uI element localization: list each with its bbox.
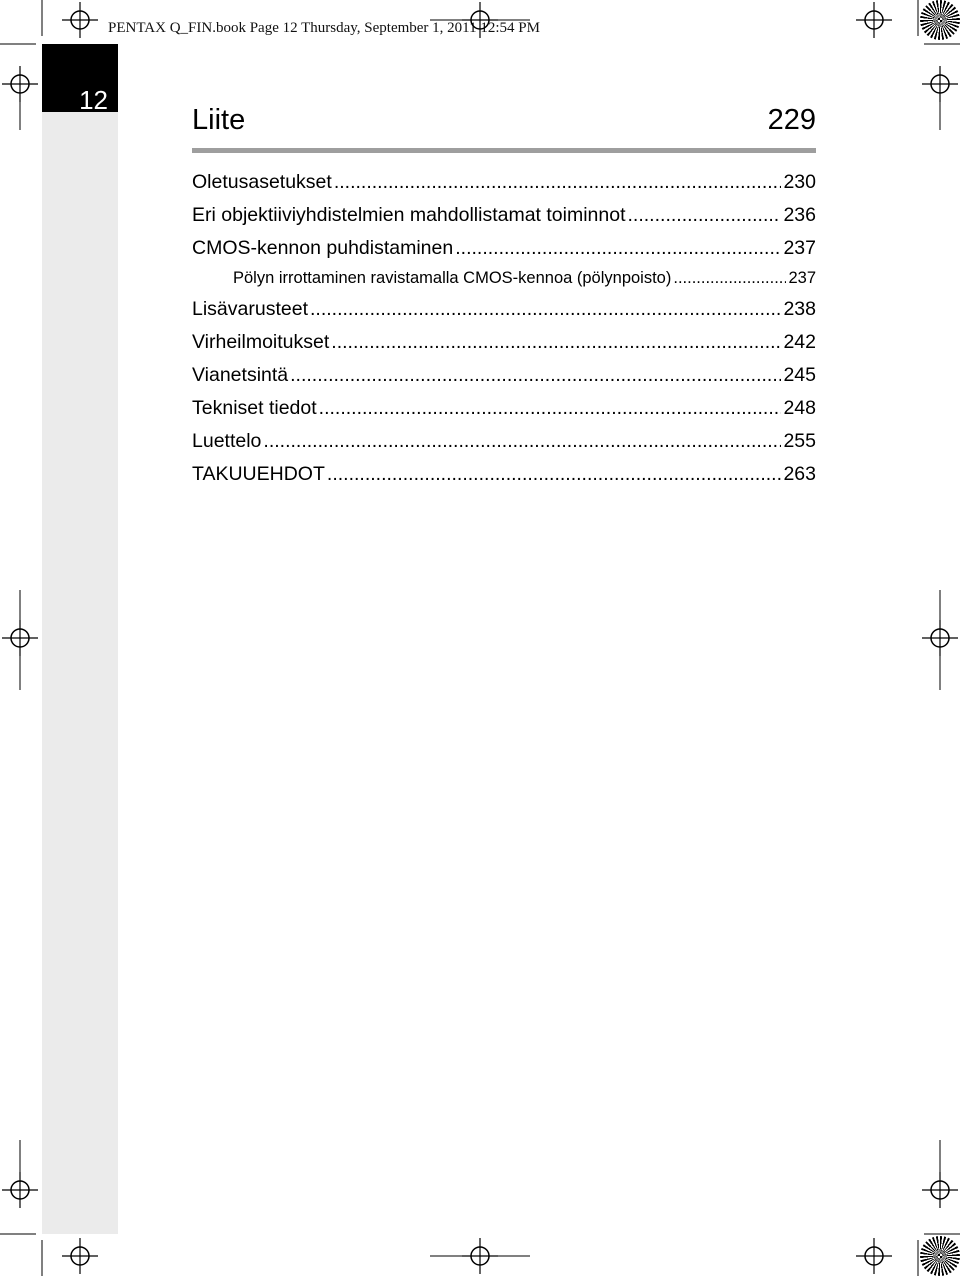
toc-entry-page: 242 [783, 331, 816, 353]
toc-entry-label: Lisävarusteet [192, 298, 308, 320]
print-header: PENTAX Q_FIN.book Page 12 Thursday, September 1, 2011 12:54 PM [108, 20, 540, 36]
toc-entry-label: Vianetsintä [192, 364, 289, 386]
toc-entry-page: 237 [783, 237, 816, 259]
chapter-number: 12 [79, 85, 108, 115]
toc-entry-page: 255 [783, 430, 816, 452]
toc-entry-label: Eri objektiiviyhdistelmien mahdollistamat toiminnot [192, 204, 626, 226]
toc-entry-label: Pölyn irrottaminen ravistamalla CMOS-kennoa (pölynpoisto) [233, 269, 672, 287]
toc-entry-page: 238 [783, 298, 816, 320]
toc-entry-page: 237 [788, 269, 816, 287]
toc-entry-label: Oletusasetukset [192, 171, 332, 193]
calibration-circle-icon [920, 1236, 960, 1276]
toc-entry-page: 263 [783, 463, 816, 485]
toc-entry-page: 248 [783, 397, 816, 419]
toc-entry-label: CMOS-kennon puhdistaminen [192, 237, 454, 259]
toc-entry-label: Tekniset tiedot [192, 397, 317, 419]
toc-entry-label: TAKUUEHDOT [192, 463, 325, 485]
toc-entry-page: 245 [783, 364, 816, 386]
calibration-circle-icon [920, 0, 960, 40]
toc-entry-page: 236 [783, 204, 816, 226]
toc-entry-label: Virheilmoitukset [192, 331, 330, 353]
toc-entry-page: 230 [783, 171, 816, 193]
chapter-title: Liite [192, 104, 246, 136]
toc-entry-label: Luettelo [192, 430, 262, 452]
chapter-page: 229 [767, 104, 816, 136]
